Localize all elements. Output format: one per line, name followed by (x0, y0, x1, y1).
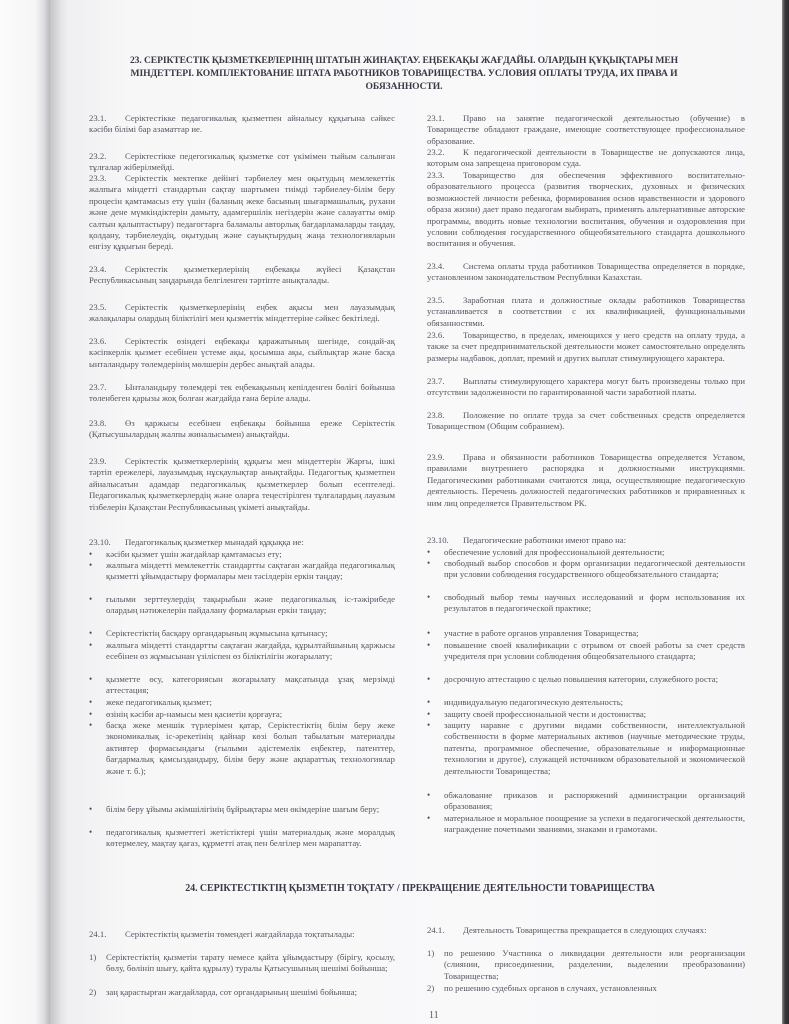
ru-bullet-item: • участие в работе органов управления Товарищества; (427, 628, 745, 639)
clause-number: 23.10. (89, 537, 111, 547)
ru-clause-23-10 (427, 535, 745, 546)
section-23-title-line1: 23. СЕРІКТЕСТІК ҚЫЗМЕТКЕРЛЕРІНІҢ ШТАТЫН ЖИНАҚТАУ. ЕҢБЕКАҚЫ ЖАҒДАЙЫ. ОЛАРДЫН ҚҰҚЫҚТАРЫ МЕН (129, 55, 679, 66)
clause-text: Өз қаржысы есебінен еңбекақы бойынша ереже Серіктестік (Қатысушылардың жалпы жиналысымен) анықтайды. (89, 418, 395, 440)
ru-numbered-item (427, 983, 745, 994)
clause-text: Серіктестік қызметкерлерінің еңбек ақысы мен лауазымдық жалақылары олардың біліктілігі мен қызметтік міндеттеріне сәйкес бекітіледі. (89, 302, 395, 324)
clause-text: Выплаты стимулирующего характера могут быть произведены только при отсутствии задолженности по гарантированной части заработной платы. (427, 376, 745, 398)
ru-clause-23-9 (427, 452, 745, 509)
clause-number: 23.3. (89, 173, 107, 183)
clause-number: 23.1. (427, 113, 445, 123)
kz-numbered-item (89, 987, 395, 998)
page-number: 11 (429, 1010, 439, 1021)
clause-text: Деятельность Товарищества прекращается в следующих случаях: (463, 925, 707, 935)
kz-bullet-item: • педагогикалық қызметтегі жетістіктері үшін материалдық және моралдық көтермелеу, мақтау қағаз, құрметті атақ пен белгілер мен марапаттау. (89, 827, 395, 850)
clause-text: Педагогические работники имеют право на: (463, 535, 627, 545)
kz-numbered-item (89, 952, 395, 975)
clause-number: 23.4. (89, 264, 107, 274)
scan-right-edge (782, 0, 789, 1024)
scan-binding-shadow (50, 0, 70, 1024)
ru-clause-23-5 (427, 295, 745, 329)
kz-bullet-item: • жеке педагогикалық қызмет; (89, 697, 395, 708)
ru-clause-23-2 (427, 147, 745, 170)
clause-text: Серіктестікке педегогикалық қызметке сот үкімімен тыйым салынған тұлғалар жіберілмейді. (89, 151, 395, 173)
clause-number: 23.9. (427, 452, 445, 462)
kz-clause-23-3 (89, 173, 395, 253)
clause-text: Права и обязанности работников Товарищества определяется Уставом, правилами внутреннего распорядка и должностными инструкциями. Педагогическими работниками считаются лица, осуществляющие педагогическую деятельность. Перечень должностей педагогических работников и приравненных к ним лиц определяется Правительством РК. (427, 452, 745, 508)
ru-bullet-item: • обжалование приказов и распоряжений администрации организаций образования; (427, 790, 745, 813)
kz-clause-23-5 (89, 302, 395, 325)
scan-left-margin (0, 0, 50, 1024)
section-24-title: 24. СЕРІКТЕСТІКТІҢ ҚЫЗМЕТІН ТОҚТАТУ / ПРЕКРАЩЕНИЕ ДЕЯТЕЛЬНОСТИ ТОВАРИЩЕСТВА (185, 883, 655, 894)
kz-clause-23-4 (89, 264, 395, 287)
kz-clause-23-1 (89, 113, 395, 136)
ru-clause-23-6 (427, 330, 745, 364)
clause-text: Серіктестік өзіндегі еңбекақы қаражатының шегінде, сондай-ақ кәсіпкерлік қызмет есебінен үстеме ақы, қосымша ақы, сыйлықтар және басқа ынталандыру төлемдерінің мөлшерін дербес анықтай алады. (89, 336, 395, 369)
item-number: 2) (427, 983, 435, 993)
kz-clause-23-7 (89, 382, 395, 405)
ru-bullet-item: • досрочную аттестацию с целью повышения категории, служебного роста; (427, 674, 745, 685)
ru-bullet-item: • свободный выбор способов и форм организации педагогической деятельности при условии соблюдения государственного общеобязательного стандарта; (427, 558, 745, 581)
clause-text: Серіктестіктің қызметін төмендегі жағдайларда тоқтатылады: (125, 929, 355, 939)
clause-text: Серіктестік қызметкерлерінің еңбекақы жүйесі Қазақстан Республикасының заңдарында белгіленген тәртіпте анықталады. (89, 264, 395, 286)
kz-bullet-item: • кәсіби қызмет үшін жағдайлар қамтамасыз ету; (89, 549, 395, 560)
item-text: заң қарастырған жағдайларда, сот органдарының шешімі бойынша; (106, 987, 358, 997)
clause-text: Система оплаты труда работников Товарищества определяется в порядке, установленном законодательством Республики Казахстан. (427, 261, 745, 283)
item-text: по решению Участника о ликвидации деятельности или реорганизации (слиянии, присоединении, разделении, выделении преобразовании) Товарищества; (444, 948, 745, 981)
clause-text: Товарищество, в пределах, имеющихся у него средств на оплату труда, а также за счет предпринимательской деятельности может самостоятельно определять размеры надбавок, доплат, премий и других выплат стимулирующего характера. (427, 330, 745, 363)
clause-text: Право на занятие педагогической деятельностью (обучение) в Товариществе обладают граждане, имеющие соответствующее профессиональное образование. (427, 113, 745, 146)
clause-number: 23.3. (427, 170, 445, 180)
clause-text: Заработная плата и должностные оклады работников Товарищества устанавливается в соответствии с их квалификацией, функциональными обязанностями. (427, 295, 745, 328)
ru-bullet-item: • материальное и моральное поощрение за успехи в педагогической деятельности, награждение почетными званиями, знаками и грамотами. (427, 813, 745, 836)
clause-text: Педагогикалық қызметкер мынадай құқыққа ие: (125, 537, 304, 547)
clause-number: 23.5. (89, 302, 107, 312)
item-number: 1) (427, 948, 435, 958)
kz-bullet-item: • білім беру ұйымы әкімшілігінің бұйрықтары мен өкімдеріне шағым беру; (89, 804, 395, 815)
section-23-title-line3: ОБЯЗАННОСТИ. (365, 81, 443, 92)
clause-number: 23.8. (89, 418, 107, 428)
clause-text: Серіктестік мектепке дейінгі тәрбиелеу мен оқытудың мемлекеттік жалпыға міндетті стандартын сақтау шартымен тиімді тәрбиелеу-білім беру процесін қамтамасыз ету үшін (баланың жеке басының шығармашылық, рухани және дене мүмкіндіктерін дамыту, адамгершілік негіздерін және салауатты өмір салтын қалыптастыру) педагогтарға баламалы авторлық бағдарламаларды таңдау, қолдану, тәрбиелеудің, оқытудың және сауықтырудың жаңа технологияларын енгізу құқығын береді. (89, 173, 395, 252)
kz-bullet-item: • өзінің кәсіби ар-намысы мен қасиетін қорғауға; (89, 709, 395, 720)
item-number: 1) (89, 952, 97, 962)
kz-bullet-item: • жалпыға міндетті мемлекеттік стандартты сақтаған жағдайда педагогикалық қызметті ұйымдастыру формалары мен тәсілдерін еркін таңдау; (89, 560, 395, 583)
item-text: по решению судебных органов в случаях, установленных (444, 983, 657, 993)
ru-numbered-item (427, 948, 745, 982)
clause-text: Ынталандыру төлемдері тек еңбекақының кепілденген бөлігі бойынша төленбеген қарызы жоқ болған жағдайда ғана беріле алады. (89, 382, 395, 404)
ru-bullet-item: • индивидуальную педагогическую деятельность; (427, 697, 745, 708)
ru-bullet-item: • обеспечение условий для профессиональной деятельности; (427, 547, 745, 558)
section-23-title (88, 54, 720, 93)
clause-text: Серіктестік қызметкерлерінің құқығы мен міндеттерін Жарғы, ішкі тәртіп ережелері, лауазымдық нұсқаулықтар анықтайды. Педагогтық қызметпен айналысатын адамдар педагогикалық қызметкерлер болып есептеледі. Педагогикалық қызметкерлердің және оларға теңестірілген тұлғалардың лауазым тізбелерін Қазақстан Республикасының үкіметі анықтайды. (89, 456, 395, 512)
ru-bullet-item: • повышение своей квалификации с отрывом от своей работы за счет средств учредителя при условии соблюдения общеобязательного стандарта; (427, 640, 745, 663)
clause-text: К педагогической деятельности в Товариществе не допускаются лица, которым она запрещена приговором суда. (427, 147, 745, 169)
ru-bullet-item: • защиту своей профессиональной чести и достоинства; (427, 709, 745, 720)
clause-number: 23.10. (427, 535, 449, 545)
kz-bullet-item: • жалпыға міндетті стандартты сақтаған жағдайда, құрылтайшының қаржысы есебінен өз жұмысынан үзіліспен өз біліктілігін жоғарылату; (89, 640, 395, 663)
kz-clause-23-9 (89, 456, 395, 513)
item-text: Серіктестіктің қызметін тарату немесе қайта ұйымдастыру (бірігу, қосылу, бөлу, бөлініп шығу, қайта құрылу) туралы Қатысушының шешімі бойынша; (106, 952, 395, 974)
kz-bullet-item: • ғылыми зерттеулердің тақырыбын және педагогикалық іс-тәжірибеде олардың нәтижелерін пайдалану формаларын еркін таңдау; (89, 594, 395, 617)
clause-number: 23.4. (427, 261, 445, 271)
kz-clause-23-6 (89, 336, 395, 370)
clause-number: 23.6. (427, 330, 445, 340)
kz-bullet-item: • Серіктестіктің басқару органдарының жұмысына қатынасу; (89, 628, 395, 639)
clause-number: 23.6. (89, 336, 107, 346)
ru-bullet-item: • защиту наравне с другими видами собственности, интеллектуальной собственности в форме материальных активов (научные методические труды, патенты, программное обеспечение, образовательные и информационные технологии и другое), служащей источником образовательной и экономической деятельности Товарищества; (427, 720, 745, 777)
clause-number: 23.8. (427, 410, 445, 420)
clause-number: 23.5. (427, 295, 445, 305)
clause-text: Товарищество для обеспечения эффективного воспитательно-образовательного процесса (развития творческих, духовных и физических возможностей личности ребенка, формирования основ нравственности и здорового образа жизни) дает право педагогам выбирать, применять альтернативные авторские программы, вводить новые технологии воспитания, обучения и оздоровления при условии соблюдения государственного общеобязательного стандарта дошкольного воспитания и обучения. (427, 170, 745, 249)
ru-clause-23-3 (427, 170, 745, 250)
clause-number: 23.7. (427, 376, 445, 386)
ru-clause-23-4 (427, 261, 745, 284)
kz-bullet-item: • басқа жеке меншік түрлерімен қатар, Серіктестіктің білім беру жеке экономикалық іс-әрекетінің қайнар көзі болып табылатын материалды активтер формасындағы (ғылыми әдістемелік еңбектер, патенттер, бағдармалық қамсыздандыру, білім беру және ақпараттық технологиялар және т. б.); (89, 720, 395, 777)
kz-bullet-item: • қызметте өсу, категориясын жоғарылату мақсатында ұзақ мерзімді аттестация; (89, 674, 395, 697)
clause-number: 24.1. (427, 925, 445, 935)
clause-text: Серіктестікке педагогикалық қызметпен айналысу құқығына сәйкес кәсіби білімі бар азаматтар ие. (89, 113, 395, 135)
clause-number: 23.9. (89, 456, 107, 466)
ru-clause-23-8 (427, 410, 745, 433)
kz-clause-24-1 (89, 929, 395, 940)
kz-clause-23-8 (89, 418, 395, 441)
clause-number: 23.2. (89, 151, 107, 161)
clause-number: 23.2. (427, 147, 445, 157)
ru-clause-23-1 (427, 113, 745, 147)
clause-text: Положение по оплате труда за счет собственных средств определяется Товариществом (Общим собранием). (427, 410, 745, 432)
kz-clause-23-2 (89, 151, 395, 174)
item-number: 2) (89, 987, 97, 997)
ru-clause-24-1 (427, 925, 745, 936)
ru-clause-23-7 (427, 376, 745, 399)
ru-bullet-item: • свободный выбор темы научных исследований и форм использования их результатов в педагогической практике; (427, 592, 745, 615)
kz-clause-23-10 (89, 537, 395, 548)
clause-number: 24.1. (89, 929, 107, 939)
clause-number: 23.7. (89, 382, 107, 392)
clause-number: 23.1. (89, 113, 107, 123)
section-23-title-line2: МІНДЕТТЕРІ. КОМПЛЕКТОВАНИЕ ШТАТА РАБОТНИКОВ ТОВАРИЩЕСТВА. УСЛОВИЯ ОПЛАТЫ ТРУДА, ИХ ПРАВА И (130, 68, 678, 79)
